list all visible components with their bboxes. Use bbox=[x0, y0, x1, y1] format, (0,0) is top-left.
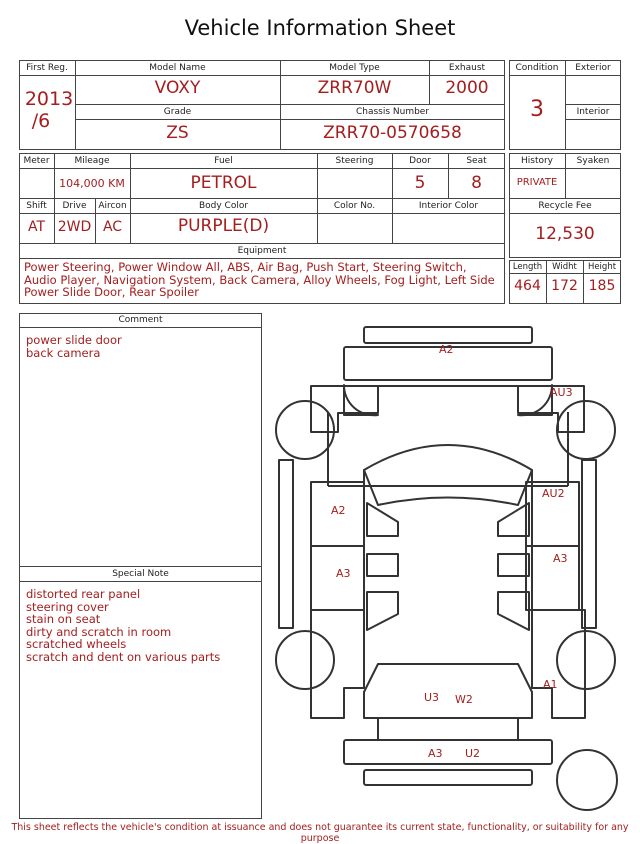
damage-mark-rear-bumper-1: A3 bbox=[428, 747, 443, 760]
grade-label: Grade bbox=[163, 107, 192, 117]
width-label: Widht bbox=[552, 262, 577, 272]
front-bumper bbox=[364, 327, 532, 343]
width-value: 172 bbox=[551, 278, 578, 294]
first-reg-year: 2013 bbox=[24, 88, 74, 110]
door-label: Door bbox=[409, 156, 431, 166]
model-type-value: ZRR70W bbox=[317, 78, 392, 98]
chassis-value: ZRR70-0570658 bbox=[323, 123, 462, 143]
spare-wheel bbox=[557, 750, 617, 810]
seat-label: Seat bbox=[466, 156, 487, 166]
damage-mark-tailgate-1: U3 bbox=[424, 691, 440, 704]
disclaimer-footer: This sheet reflects the vehicle's condition at issuance and does not guarantee its current state, functionality, or suitability for any purpose bbox=[11, 822, 629, 844]
exhaust-label: Exhaust bbox=[448, 63, 486, 73]
rear-left-wheel bbox=[276, 631, 334, 689]
interior-color-label: Interior Color bbox=[418, 201, 479, 211]
special-note-item: scratch and dent on various parts bbox=[26, 649, 221, 664]
damage-mark-rear-bumper-2: U2 bbox=[465, 747, 481, 760]
recycle-fee-label: Recycle Fee bbox=[538, 201, 592, 211]
rear-step bbox=[364, 770, 532, 785]
aircon-value: AC bbox=[102, 219, 123, 235]
model-name-label: Model Name bbox=[149, 63, 206, 73]
first-reg-month: /6 bbox=[31, 110, 51, 132]
body-color-label: Body Color bbox=[198, 201, 249, 211]
special-note-label: Special Note bbox=[112, 569, 169, 579]
tailgate bbox=[364, 664, 532, 718]
height-label: Height bbox=[587, 262, 617, 272]
shift-value: AT bbox=[27, 219, 46, 235]
damage-mark-right-rear-door: A3 bbox=[553, 552, 568, 565]
shift-label: Shift bbox=[26, 201, 47, 211]
left-sill bbox=[279, 460, 293, 628]
special-note-item: stain on seat bbox=[26, 612, 101, 627]
fuel-label: Fuel bbox=[214, 156, 233, 166]
exhaust-value: 2000 bbox=[445, 78, 489, 98]
color-no-label: Color No. bbox=[333, 201, 376, 211]
damage-mark-front: A2 bbox=[439, 343, 454, 356]
door-value: 5 bbox=[414, 173, 426, 193]
history-label: History bbox=[520, 156, 554, 166]
car-damage-diagram bbox=[268, 320, 628, 820]
damage-mark-right-rear-quarter: A1 bbox=[543, 678, 558, 691]
rear-shell bbox=[311, 610, 364, 718]
damage-mark-left-rear-door: A3 bbox=[336, 567, 351, 580]
comment-item: power slide door bbox=[26, 333, 122, 347]
exterior-label: Exterior bbox=[575, 63, 611, 73]
damage-mark-front-right-fender: AU3 bbox=[550, 386, 573, 399]
sheet-title: Vehicle Information Sheet bbox=[184, 16, 456, 40]
first-reg-label: First Reg. bbox=[26, 63, 68, 73]
syaken-label: Syaken bbox=[576, 156, 610, 166]
equipment-label: Equipment bbox=[237, 246, 287, 256]
fuel-value: PETROL bbox=[190, 173, 257, 193]
length-label: Length bbox=[512, 262, 543, 272]
front-shell bbox=[311, 386, 584, 432]
condition-value: 3 bbox=[530, 97, 544, 122]
damage-mark-right-front-door: AU2 bbox=[542, 487, 565, 500]
recycle-fee-value: 12,530 bbox=[535, 224, 595, 244]
height-value: 185 bbox=[588, 278, 616, 294]
model-name-value: VOXY bbox=[154, 78, 201, 98]
special-note-item: steering cover bbox=[26, 599, 109, 614]
aircon-label: Aircon bbox=[98, 201, 127, 211]
special-note-list bbox=[26, 588, 256, 664]
special-note-item: distorted rear panel bbox=[26, 587, 141, 601]
special-note-item: dirty and scratch in room bbox=[26, 624, 172, 639]
mileage-value: 104,000 KM bbox=[59, 177, 125, 190]
damage-mark-tailgate-2: W2 bbox=[455, 693, 473, 706]
drive-label: Drive bbox=[62, 201, 87, 211]
right-sill bbox=[582, 460, 596, 628]
front-right-wheel bbox=[557, 401, 615, 459]
history-value: PRIVATE bbox=[516, 177, 558, 188]
condition-label: Condition bbox=[515, 63, 559, 73]
drive-value: 2WD bbox=[57, 219, 92, 235]
body-color-value: PURPLE(D) bbox=[177, 216, 270, 236]
comment-list bbox=[26, 334, 256, 359]
meter-label: Meter bbox=[23, 156, 50, 166]
steering-label: Steering bbox=[335, 156, 374, 166]
equipment-value: Power Steering, Power Window All, ABS, Air Bag, Push Start, Steering Switch, Audio Player, Navigation System, Back Camera, Alloy Wheels, Fog Light, Left Side Power Slide Door, Rear Spoiler bbox=[24, 260, 495, 300]
seat-value: 8 bbox=[471, 173, 482, 193]
mileage-label: Mileage bbox=[74, 156, 110, 166]
grade-value: ZS bbox=[166, 123, 189, 143]
chassis-label: Chassis Number bbox=[355, 107, 430, 117]
model-type-label: Model Type bbox=[329, 63, 380, 73]
front-left-wheel bbox=[276, 401, 334, 459]
comment-item: back camera bbox=[26, 345, 101, 360]
special-note-item: scratched wheels bbox=[26, 637, 127, 652]
length-value: 464 bbox=[514, 278, 541, 294]
damage-mark-left-front-door: A2 bbox=[331, 504, 346, 517]
interior-label: Interior bbox=[576, 107, 610, 117]
comment-label: Comment bbox=[118, 315, 163, 325]
windshield bbox=[364, 445, 532, 505]
rear-bumper bbox=[344, 740, 552, 764]
